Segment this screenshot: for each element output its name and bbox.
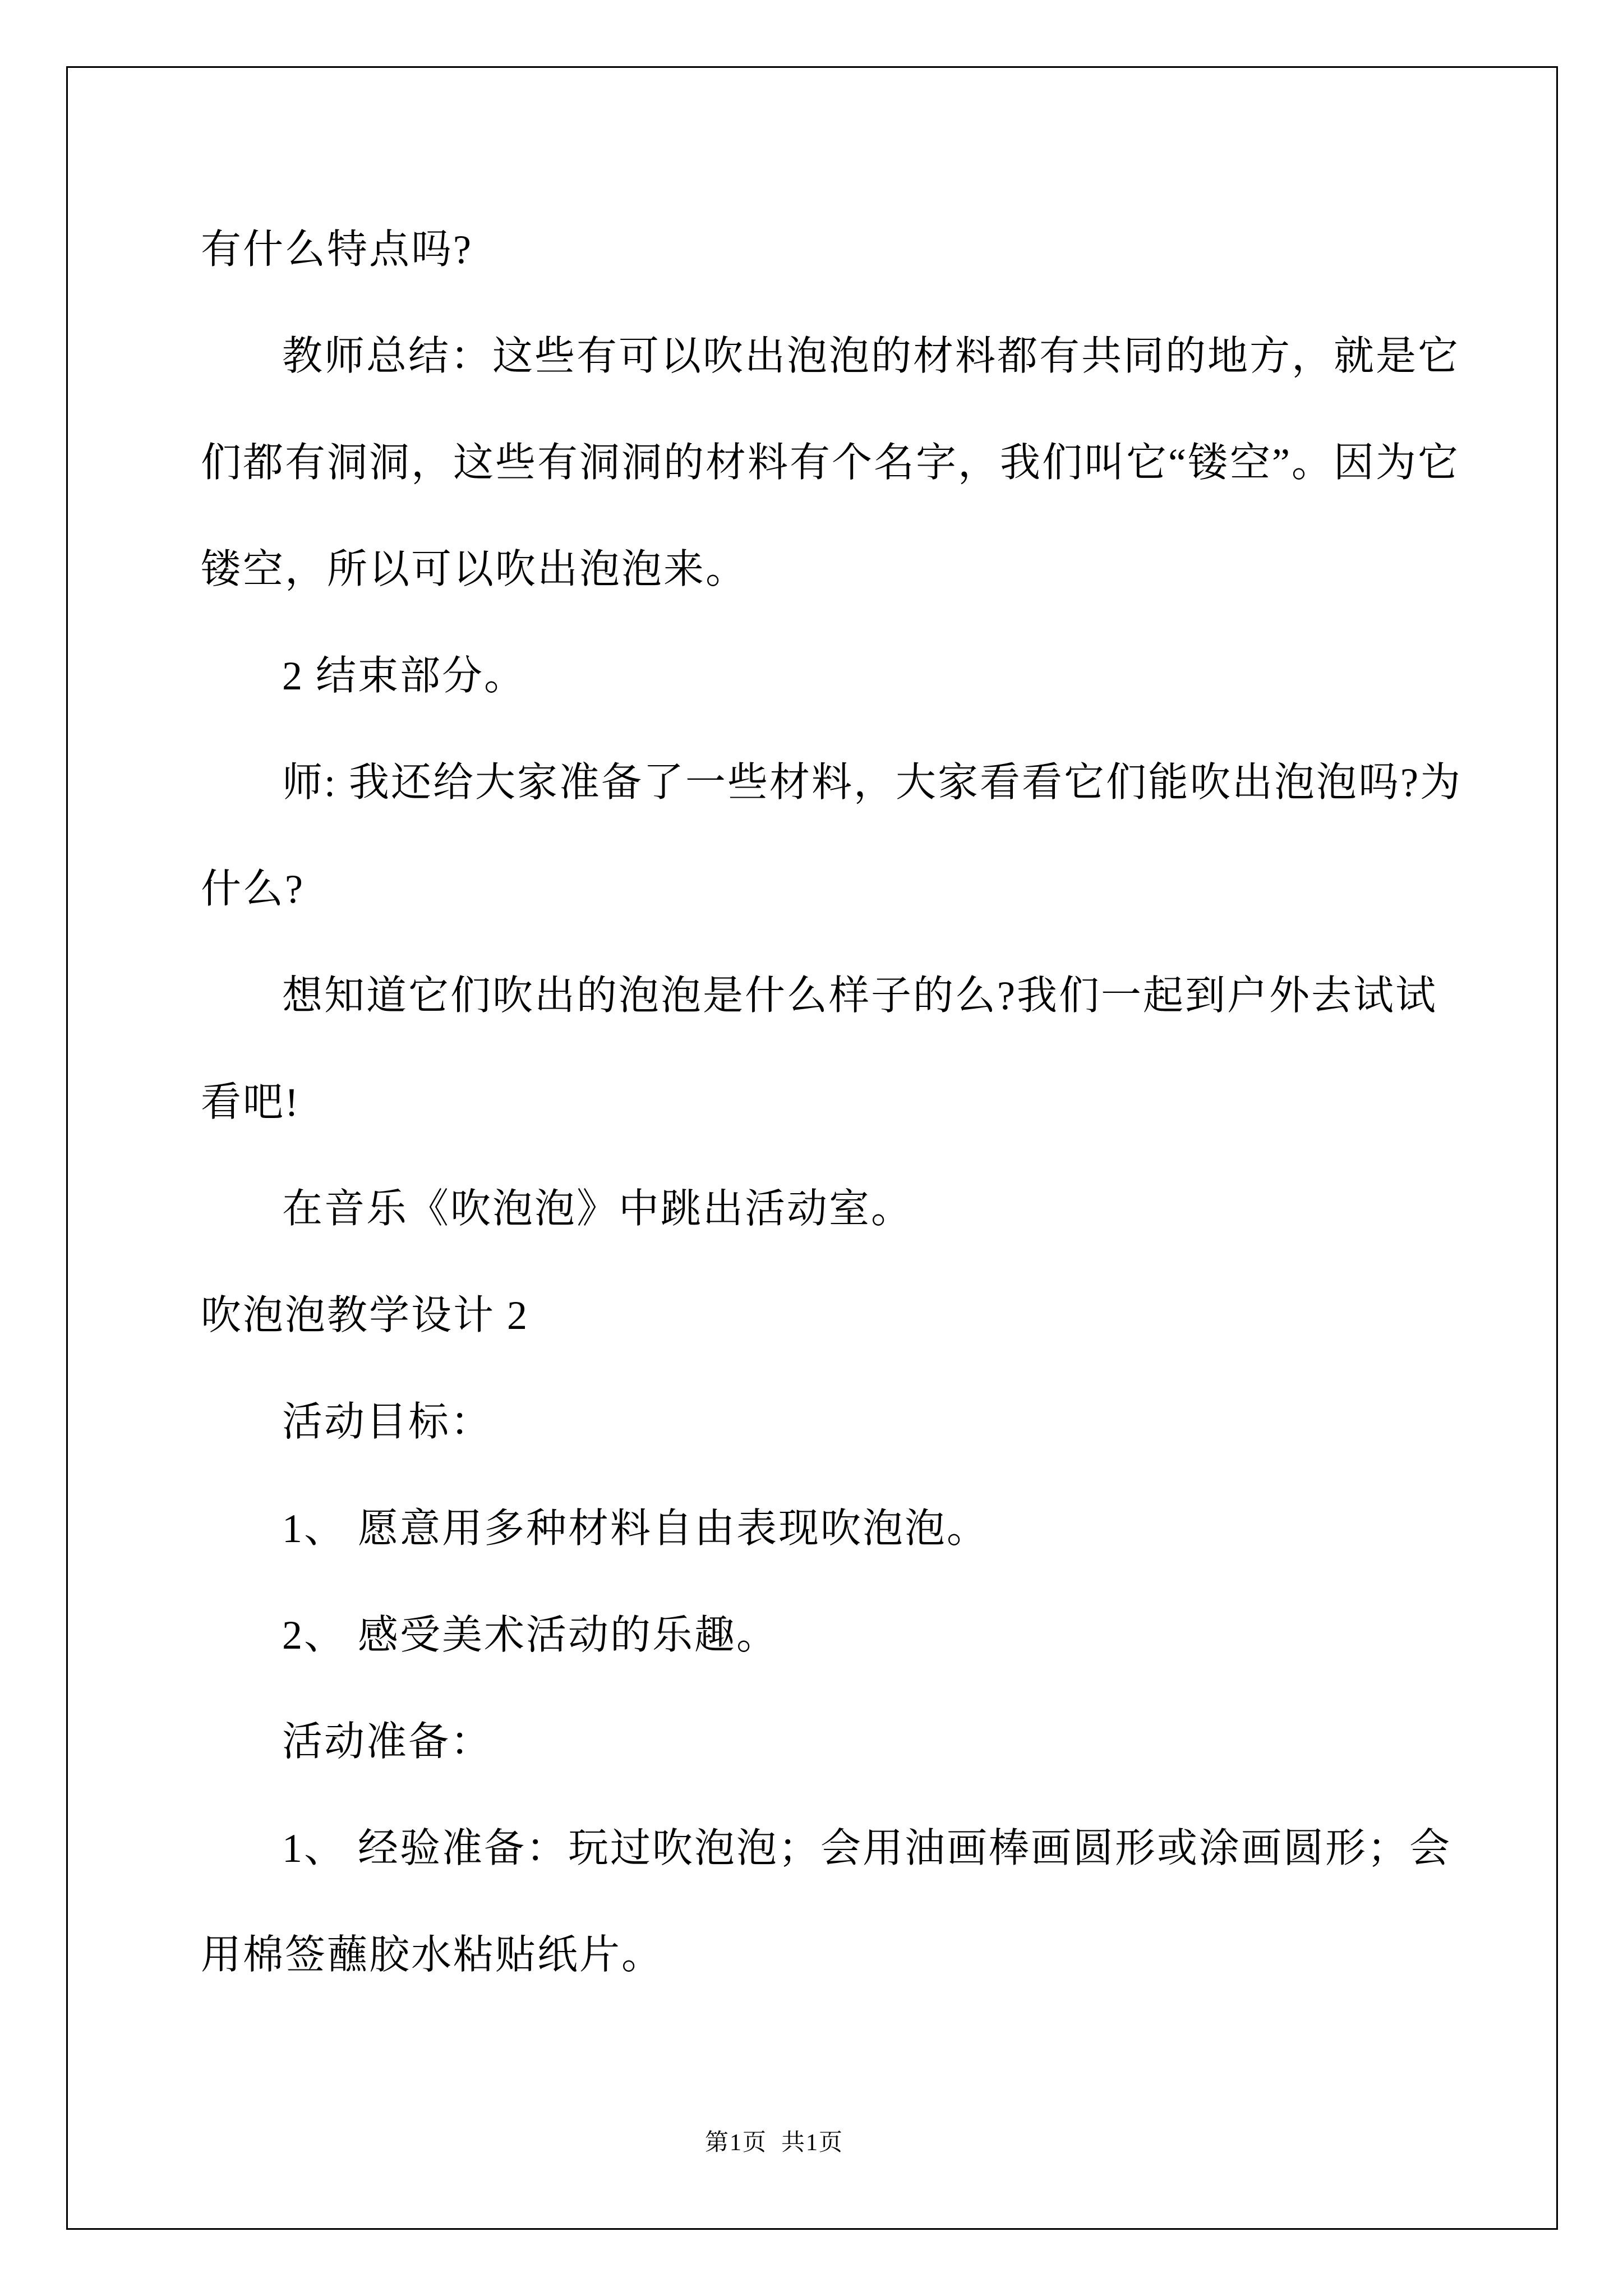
text-line: 们都有洞洞，这些有洞洞的材料有个名字，我们叫它“镂空”。因为它	[201, 440, 1460, 485]
text-line: 教师总结：这些有可以吹出泡泡的材料都有共同的地方，就是它	[282, 334, 1460, 379]
document-body	[201, 196, 1462, 2008]
text-line: 活动准备：	[282, 1719, 493, 1764]
text-line: 用棉签蘸胶水粘贴纸片。	[201, 1932, 664, 1977]
text-line: 1、 经验准备：玩过吹泡泡；会用油画棒画圆形或涂画圆形；会	[282, 1826, 1452, 1871]
text-line: 什么?	[201, 867, 305, 912]
text-line: 2、 感受美术活动的乐趣。	[282, 1613, 779, 1658]
text-line: 有什么特点吗?	[201, 227, 473, 272]
text-line: 2 结束部分。	[282, 654, 527, 698]
page-number-footer: 第1页 共1页	[705, 2130, 844, 2156]
text-line: 在音乐《吹泡泡》中跳出活动室。	[282, 1186, 914, 1231]
text-line: 镂空，所以可以吹出泡泡来。	[201, 547, 748, 592]
text-line: 活动目标：	[282, 1400, 493, 1444]
text-line: 1、 愿意用多种材料自由表现吹泡泡。	[282, 1506, 989, 1551]
text-line: 师: 我还给大家准备了一些材料，大家看看它们能吹出泡泡吗?为	[282, 760, 1462, 805]
text-line: 想知道它们吹出的泡泡是什么样子的么?我们一起到户外去试试	[282, 973, 1437, 1018]
text-line: 吹泡泡教学设计 2	[201, 1293, 529, 1338]
text-line: 看吧!	[201, 1080, 300, 1125]
